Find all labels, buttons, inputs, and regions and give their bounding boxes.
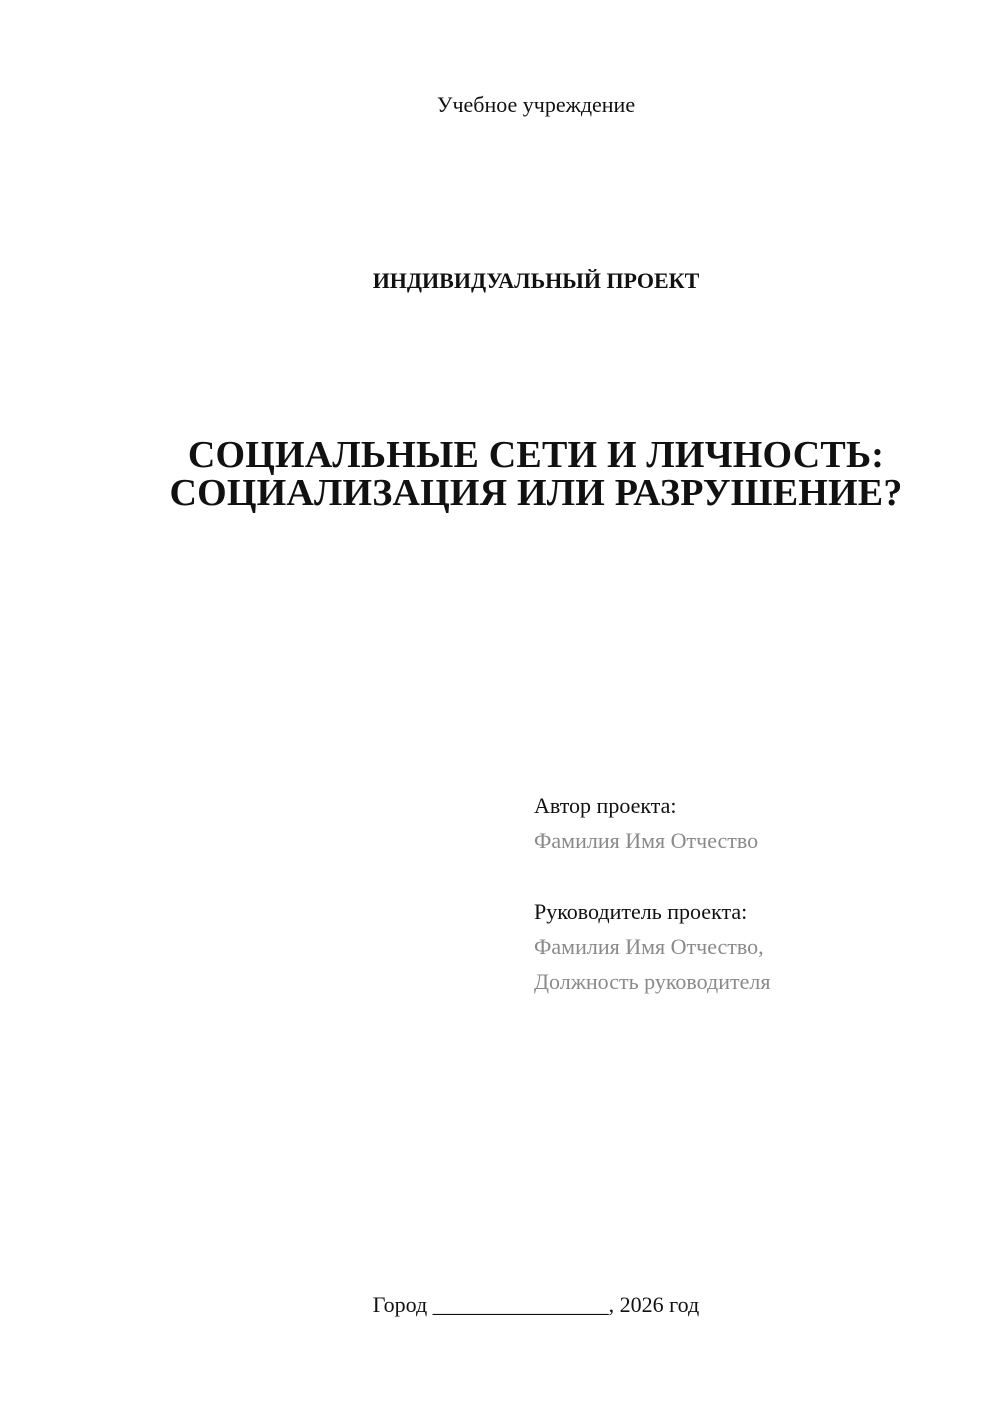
project-type-heading: ИНДИВИДУАЛЬНЫЙ ПРОЕКТ [372, 268, 700, 293]
supervisor-position: Должность руководителя [534, 969, 771, 994]
author-name: Фамилия Имя Отчество [534, 828, 759, 853]
city-year-line: Город ________________, 2026 год [372, 1292, 700, 1317]
info-spacer [534, 858, 974, 894]
institution-name: Учебное учреждение [436, 92, 636, 117]
project-title [0, 436, 1000, 512]
supervisor-name: Фамилия Имя Отчество, [534, 934, 764, 959]
project-title-line-1: СОЦИАЛЬНЫЕ СЕТИ И ЛИЧНОСТЬ: [187, 434, 885, 476]
author-label: Автор проекта: [534, 793, 677, 818]
project-title-line-2: СОЦИАЛИЗАЦИЯ ИЛИ РАЗРУШЕНИЕ? [169, 472, 903, 514]
supervisor-label: Руководитель проекта: [534, 899, 748, 924]
project-info-block [534, 788, 974, 999]
